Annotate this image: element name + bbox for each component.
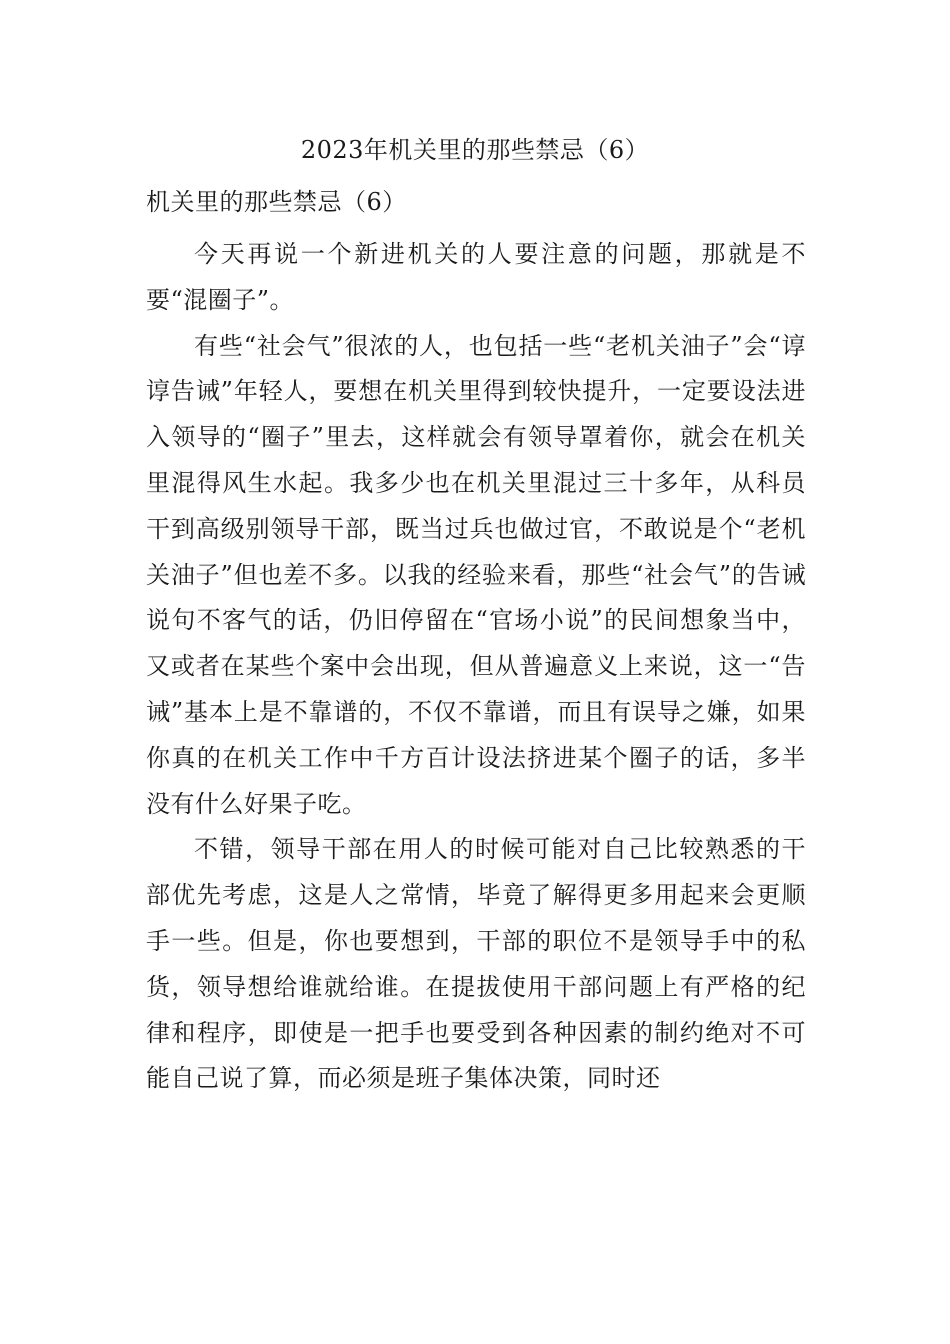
document-body — [146, 232, 806, 1102]
document-subtitle: 机关里的那些禁忌（6） — [146, 188, 407, 216]
paragraph: 今天再说一个新进机关的人要注意的问题，那就是不要“混圈子”。 — [146, 240, 806, 314]
paragraph: 有些“社会气”很浓的人，也包括一些“老机关油子”会“谆谆告诫”年轻人，要想在机关里得到较快提升，一定要设法进入领导的“圈子”里去，这样就会有领导罩着你，就会在机关里混得风生水起。我多少也在机关里混过三十多年，从科员干到高级别领导干部，既当过兵也做过官，不敢说是个“老机关油子”但也差不多。以我的经验来看，那些“社会气”的告诫说句不客气的话，仍旧停留在“官场小说”的民间想象当中，又或者在某些个案中会出现，但从普遍意义上来说，这一“告诫”基本上是不靠谱的，不仅不靠谱，而且有误导之嫌，如果你真的在机关工作中千方百计设法挤进某个圈子的话，多半没有什么好果子吃。 — [146, 331, 806, 818]
paragraph: 不错，领导干部在用人的时候可能对自己比较熟悉的干部优先考虑，这是人之常情，毕竟了解得更多用起来会更顺手一些。但是，你也要想到，干部的职位不是领导手中的私货，领导想给谁就给谁。在提拔使用干部问题上有严格的纪律和程序，即使是一把手也要受到各种因素的制约绝对不可能自己说了算，而必须是班子集体决策，同时还 — [146, 835, 806, 1093]
document-title: 2023年机关里的那些禁忌（6） — [300, 136, 650, 164]
